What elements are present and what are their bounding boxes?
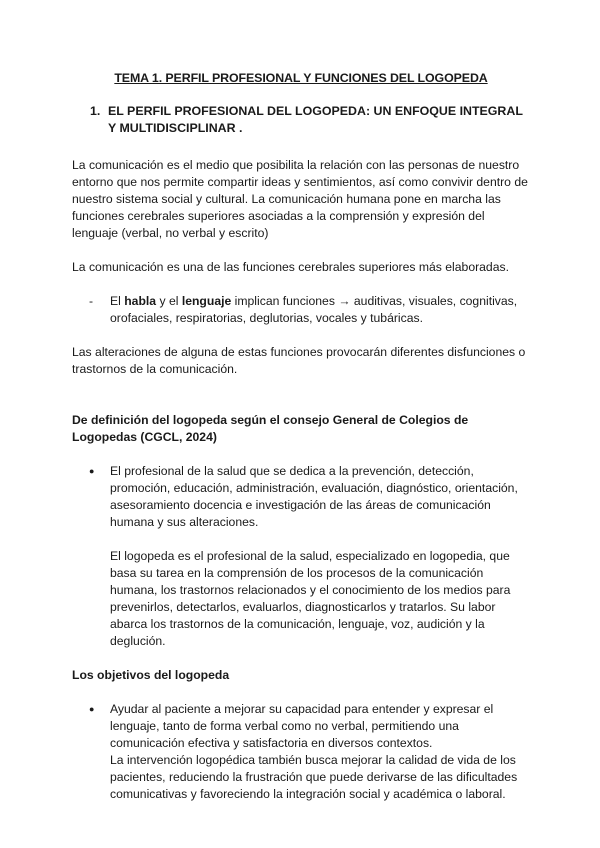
paragraph-cerebral-functions: La comunicación es una de las funciones cerebrales superiores más elaboradas.: [72, 260, 509, 274]
spacer: [72, 395, 530, 412]
section-heading-text: EL PERFIL PROFESIONAL DEL LOGOPEDA: UN ENFOQUE INTEGRAL Y MULTIDISCIPLINAR .: [108, 104, 523, 135]
document-title: TEMA 1. PERFIL PROFESIONAL Y FUNCIONES DEL LOGOPEDA: [114, 71, 488, 85]
definition-paragraph-1: El profesional de la salud que se dedica a la prevención, detección, promoción, educación, administración, evaluación, diagnóstico, orientación, asesoramiento docencia e investigación de las áreas de comunicación humana y sus alteraciones.: [110, 464, 518, 529]
bullet-marker: ●: [89, 704, 95, 714]
text-run: implican funciones → auditivas, visuales, cognitivas, orofaciales, respiratorias, deglutorias, vocales y tubáricas.: [110, 294, 518, 325]
section-number: 1.: [90, 104, 101, 118]
paragraph-communication: La comunicación es el medio que posibilita la relación con las personas de nuestro entorno que nos permite compartir ideas y sentimientos, así como convivir dentro de nuestro sistema social y cultural. La comunicación humana pone en marcha las funciones cerebrales superiores asociadas a la comprensión y expresión del lenguaje (verbal, no verbal y escrito): [72, 158, 528, 240]
dash-item-text: [110, 293, 530, 327]
objectives-heading: Los objetivos del logopeda: [72, 668, 230, 682]
objectives-paragraph-1: Ayudar al paciente a mejorar su capacidad para entender y expresar el lenguaje, tanto de forma verbal como no verbal, permitiendo una comunicación efectiva y satisfactoria en diversos contextos.: [110, 702, 494, 750]
bullet-body: [110, 701, 530, 803]
definition-bullet: [72, 463, 530, 650]
paragraph-alterations: Las alteraciones de alguna de estas funciones provocarán diferentes disfunciones o trastornos de la comunicación.: [72, 345, 526, 376]
dash-list-item: [72, 293, 530, 327]
bullet-body: [110, 463, 530, 650]
dash-marker: -: [89, 294, 94, 308]
objectives-bullet: [72, 701, 530, 803]
bold-habla: habla: [124, 294, 157, 308]
dash-list: [72, 293, 530, 327]
definition-paragraph-2: El logopeda es el profesional de la salud, especializado en logopedia, que basa su tarea en la comprensión de los procesos de la comunicación humana, los trastornos relacionados y el conocimiento de los medios para prevenirlos, detectarlos, evaluarlos, diagnosticarlos y tratarlos. Su labor abarca los trastornos de la comunicación, lenguaje, voz, audición y la deglución.: [110, 549, 511, 648]
definition-heading: De definición del logopeda según el consejo General de Colegios de Logopedas (CGCL, 2024): [72, 413, 469, 444]
section-heading-1: [90, 103, 530, 137]
bold-lenguaje: lenguaje: [181, 294, 232, 308]
bullet-marker: ●: [89, 466, 95, 476]
text-run: El: [110, 294, 125, 308]
objectives-paragraph-2: La intervención logopédica también busca mejorar la calidad de vida de los pacientes, reduciendo la frustración que puede derivarse de las dificultades comunicativas y favoreciendo la integración social y académica o laboral.: [110, 753, 518, 801]
text-run: y el: [156, 294, 182, 308]
